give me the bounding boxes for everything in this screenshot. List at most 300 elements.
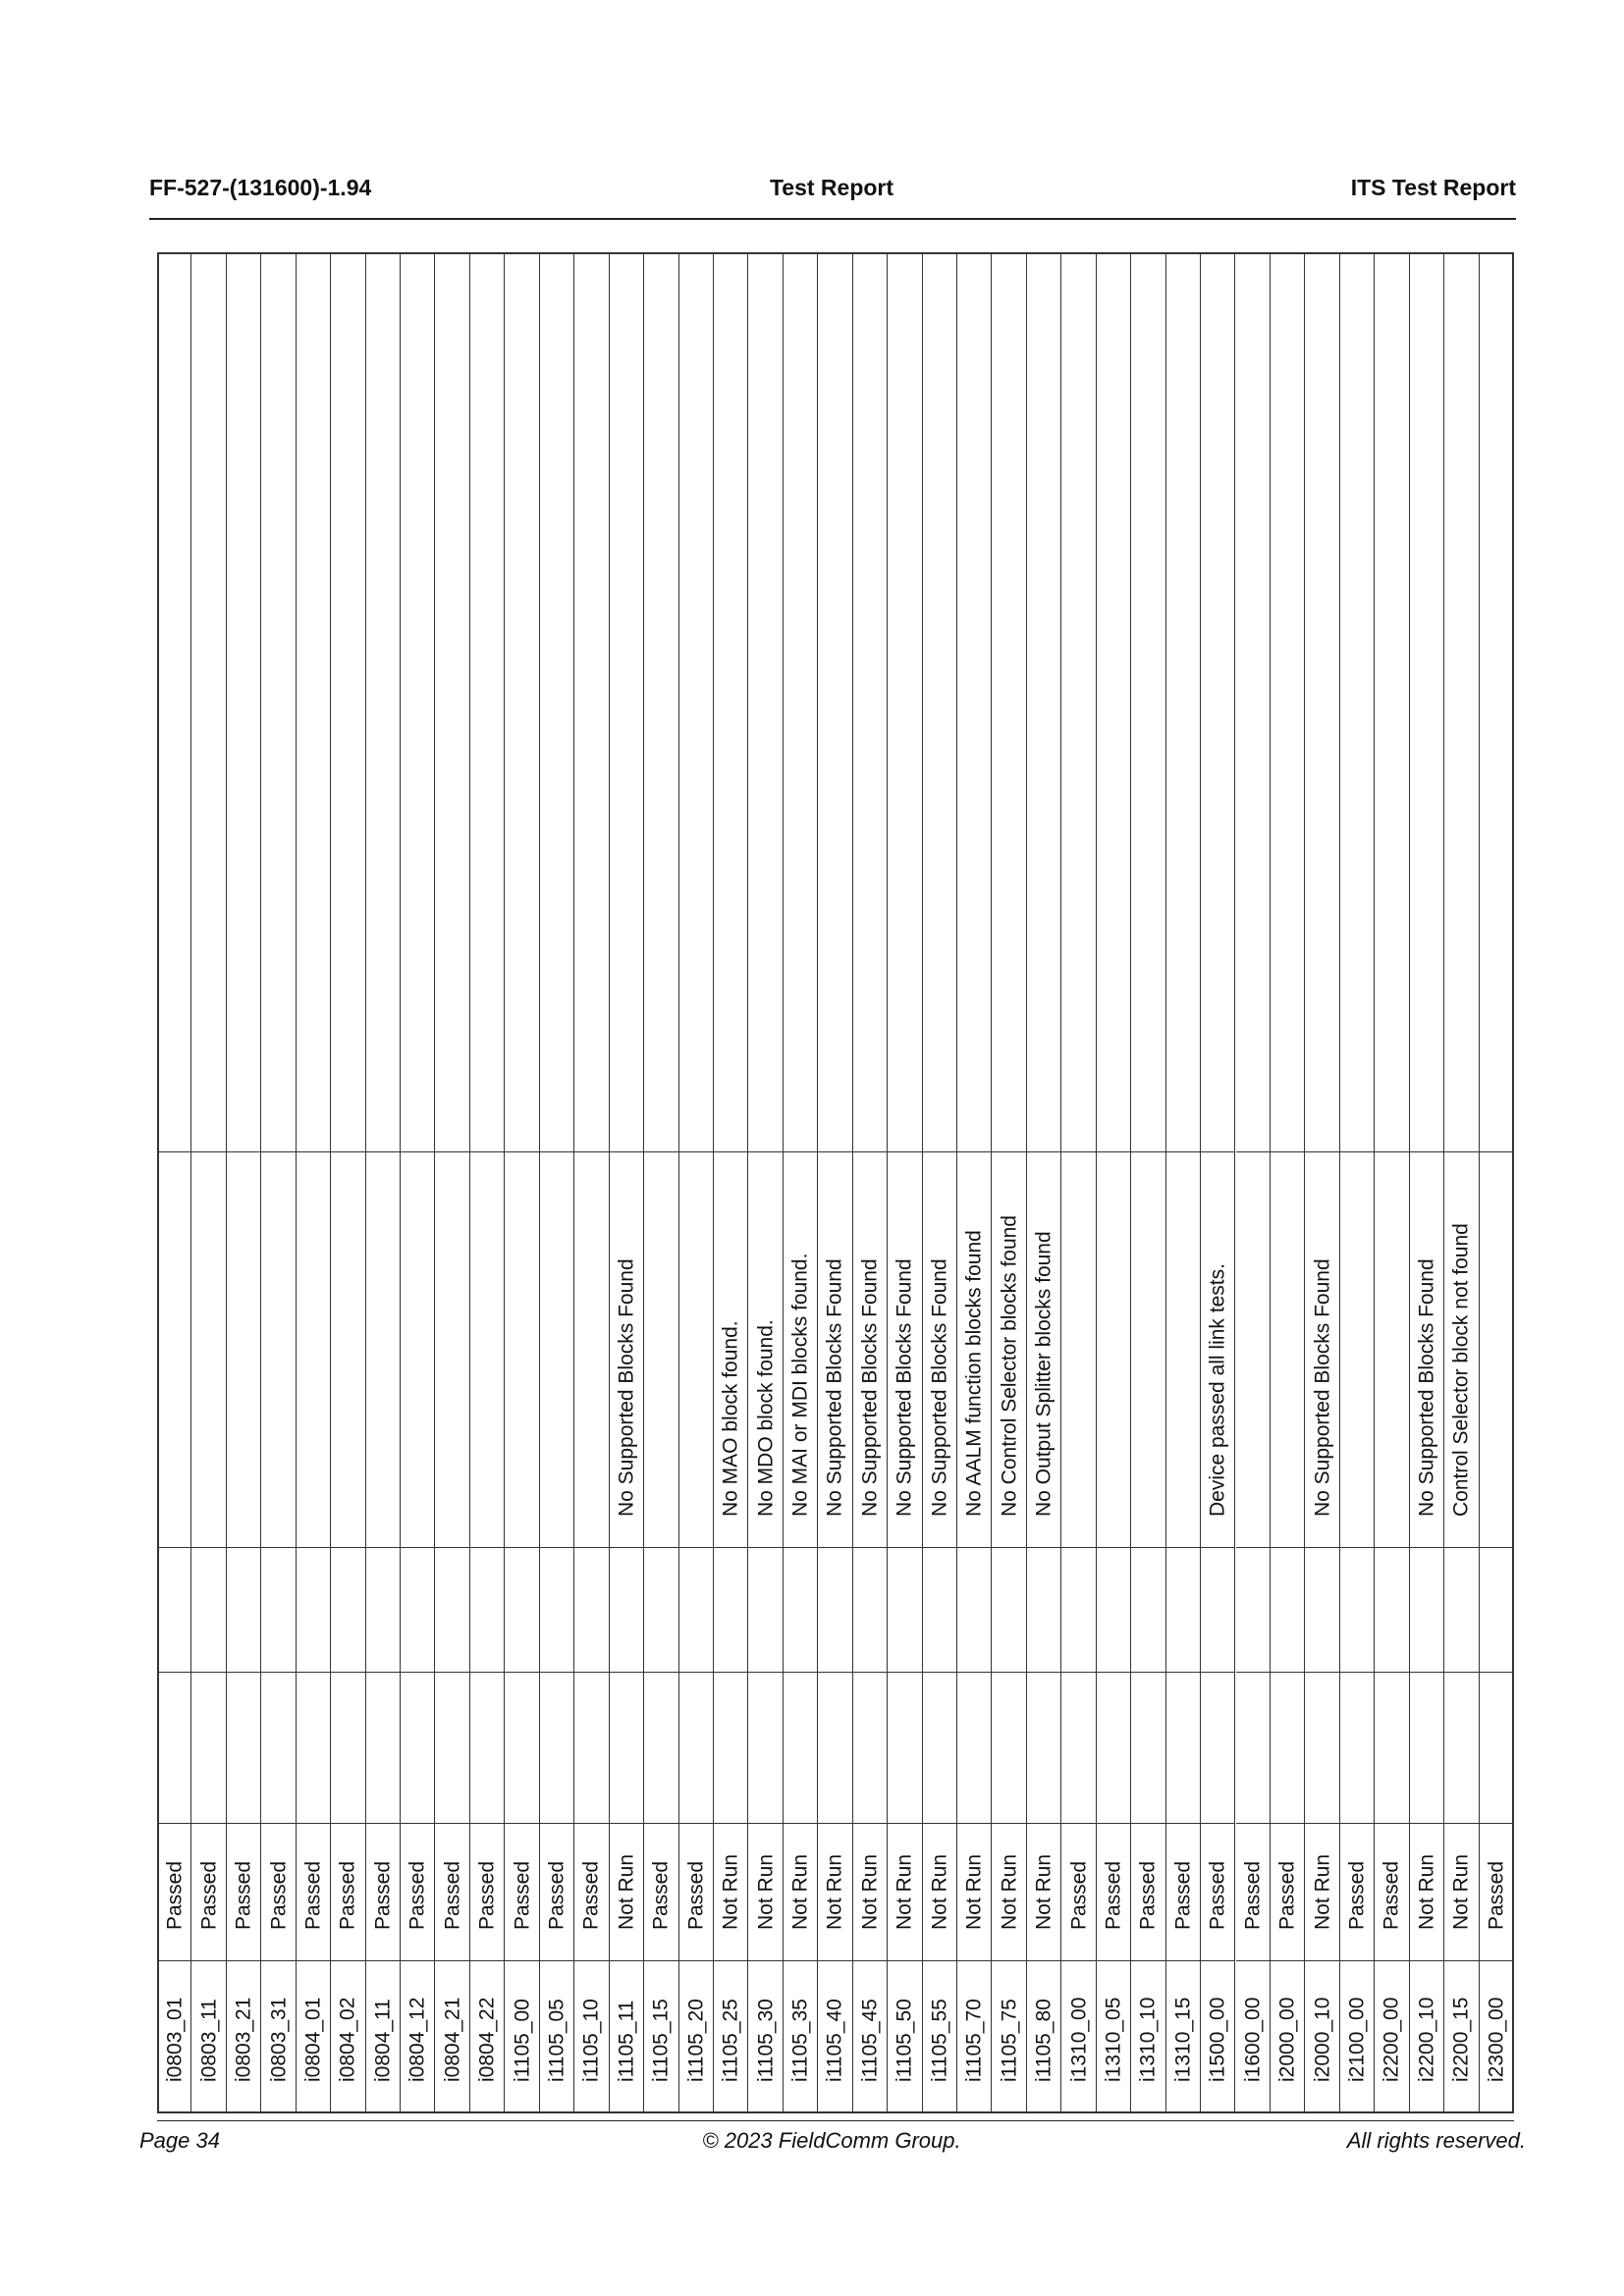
table-row	[470, 252, 505, 2113]
test-id-cell	[1305, 1961, 1338, 2113]
table-row	[1480, 252, 1514, 2113]
test-id-text: i0803_31	[267, 1997, 290, 2082]
test-id-text: i0804_11	[371, 1999, 395, 2082]
empty-cell	[1131, 1673, 1164, 1824]
test-id-text: i1105_35	[788, 1999, 812, 2082]
test-result-cell	[297, 1824, 330, 1961]
test-id-text: i1105_50	[893, 1999, 916, 2082]
test-id-text: i1105_45	[858, 1999, 882, 2082]
empty-cell	[748, 1673, 782, 1824]
empty-cell	[1340, 786, 1374, 1152]
test-comment-cell	[1480, 1152, 1513, 1548]
empty-cell	[1444, 1673, 1478, 1824]
test-comment-text: Control Selector block not found	[1449, 1223, 1473, 1517]
test-result-cell	[923, 1824, 956, 1961]
empty-cell	[1131, 786, 1164, 1152]
table-row	[992, 252, 1026, 2113]
empty-cell	[540, 786, 573, 1152]
test-result-cell	[1340, 1824, 1374, 1961]
empty-cell	[1061, 1673, 1095, 1824]
empty-cell	[159, 786, 190, 1152]
test-comment-text: No AALM function blocks found	[962, 1230, 986, 1517]
test-comment-cell	[227, 1152, 260, 1548]
test-comment-cell	[714, 1152, 747, 1548]
test-comment-cell	[784, 1152, 817, 1548]
empty-cell	[818, 252, 851, 786]
test-comment-cell	[401, 1152, 434, 1548]
empty-cell	[435, 1673, 468, 1824]
test-comment-cell	[1410, 1152, 1443, 1548]
empty-cell	[227, 252, 260, 786]
test-comment-cell	[470, 1152, 504, 1548]
table-row	[401, 252, 435, 2113]
empty-cell	[610, 786, 643, 1152]
test-comment-text: No Output Splitter blocks found	[1032, 1231, 1056, 1517]
test-comment-cell	[1097, 1152, 1130, 1548]
empty-cell	[1131, 252, 1164, 786]
empty-cell	[1375, 1548, 1408, 1673]
test-id-text: i2200_00	[1380, 1997, 1403, 2082]
test-result-text: Passed	[232, 1860, 255, 1930]
test-result-text: Passed	[371, 1860, 395, 1930]
test-result-cell	[784, 1824, 817, 1961]
empty-cell	[714, 1548, 747, 1673]
test-id-text: i0803_21	[232, 1997, 255, 2082]
test-result-text: Passed	[1136, 1860, 1160, 1930]
empty-cell	[1271, 1548, 1304, 1673]
table-row	[1444, 252, 1479, 2113]
test-comment-text: No Supported Blocks Found	[1311, 1258, 1334, 1517]
empty-cell	[1375, 786, 1408, 1152]
empty-cell	[366, 1548, 400, 1673]
empty-cell	[1340, 1548, 1374, 1673]
test-id-text: i0803_01	[163, 1997, 187, 2082]
empty-cell	[1305, 1673, 1338, 1824]
empty-cell	[366, 252, 400, 786]
empty-cell	[297, 786, 330, 1152]
test-id-cell	[1201, 1961, 1234, 2113]
test-result-cell	[1236, 1824, 1270, 1961]
test-comment-cell	[366, 1152, 400, 1548]
empty-cell	[610, 1673, 643, 1824]
test-result-text: Passed	[197, 1860, 221, 1930]
test-result-text: Passed	[1171, 1860, 1195, 1930]
table-row	[1271, 252, 1305, 2113]
test-result-text: Passed	[1102, 1860, 1125, 1930]
test-result-text: Not Run	[719, 1853, 742, 1930]
empty-cell	[1444, 786, 1478, 1152]
empty-cell	[574, 786, 608, 1152]
empty-cell	[159, 1673, 190, 1824]
empty-cell	[227, 1548, 260, 1673]
test-id-text: i2100_00	[1345, 1997, 1369, 2082]
test-id-text: i1500_00	[1206, 1997, 1229, 2082]
table-row	[818, 252, 852, 2113]
test-id-text: i1105_70	[962, 1999, 986, 2082]
test-id-cell	[1480, 1961, 1513, 2113]
empty-cell	[505, 786, 538, 1152]
empty-cell	[1131, 1548, 1164, 1673]
empty-cell	[574, 252, 608, 786]
empty-cell	[191, 1548, 225, 1673]
empty-cell	[1166, 1673, 1200, 1824]
empty-cell	[261, 1548, 295, 1673]
empty-cell	[1410, 1548, 1443, 1673]
test-result-cell	[1444, 1824, 1478, 1961]
empty-cell	[1410, 1673, 1443, 1824]
test-comment-cell	[818, 1152, 851, 1548]
test-result-cell	[853, 1824, 887, 1961]
table-row	[157, 252, 191, 2113]
test-result-cell	[1410, 1824, 1443, 1961]
test-comment-cell	[1271, 1152, 1304, 1548]
test-result-cell	[1097, 1824, 1130, 1961]
empty-cell	[784, 786, 817, 1152]
test-id-cell	[853, 1961, 887, 2113]
empty-cell	[714, 1673, 747, 1824]
table-row	[261, 252, 296, 2113]
empty-cell	[818, 1673, 851, 1824]
test-id-cell	[1061, 1961, 1095, 2113]
table-row	[923, 252, 957, 2113]
empty-cell	[1061, 786, 1095, 1152]
empty-cell	[1271, 786, 1304, 1152]
test-id-cell	[574, 1961, 608, 2113]
test-result-text: Not Run	[788, 1853, 812, 1930]
test-result-cell	[435, 1824, 468, 1961]
empty-cell	[714, 786, 747, 1152]
test-result-text: Passed	[649, 1860, 673, 1930]
test-id-text: i0804_12	[406, 1997, 429, 2082]
test-result-text: Not Run	[1415, 1853, 1438, 1930]
test-comment-text: No Supported Blocks Found	[858, 1258, 882, 1517]
test-id-cell	[748, 1961, 782, 2113]
test-id-text: i2300_00	[1485, 1997, 1508, 2082]
test-id-text: i2000_00	[1275, 1997, 1299, 2082]
test-result-cell	[1027, 1824, 1060, 1961]
test-result-text: Passed	[301, 1860, 325, 1930]
test-result-text: Passed	[1485, 1860, 1508, 1930]
test-result-text: Passed	[545, 1860, 568, 1930]
test-result-cell	[540, 1824, 573, 1961]
test-result-cell	[1305, 1824, 1338, 1961]
empty-cell	[679, 252, 713, 786]
test-id-cell	[1097, 1961, 1130, 2113]
empty-cell	[1340, 252, 1374, 786]
test-comment-cell	[748, 1152, 782, 1548]
test-comment-text: No Supported Blocks Found	[928, 1258, 951, 1517]
empty-cell	[366, 786, 400, 1152]
footer-copyright: © 2023 FieldComm Group.	[702, 2128, 961, 2153]
empty-cell	[1305, 252, 1338, 786]
empty-cell	[644, 252, 677, 786]
header-title: Test Report	[769, 175, 894, 200]
test-id-text: i1105_05	[545, 1999, 568, 2082]
empty-cell	[992, 786, 1025, 1152]
empty-cell	[679, 786, 713, 1152]
test-id-text: i2200_10	[1415, 1997, 1438, 2082]
header-rule	[149, 218, 1516, 220]
empty-cell	[574, 1673, 608, 1824]
test-comment-text: No Control Selector blocks found	[998, 1215, 1021, 1517]
test-result-cell	[957, 1824, 991, 1961]
empty-cell	[366, 1673, 400, 1824]
empty-cell	[1027, 786, 1060, 1152]
test-id-cell	[957, 1961, 991, 2113]
empty-cell	[888, 786, 921, 1152]
test-result-cell	[818, 1824, 851, 1961]
test-id-text: i0804_22	[475, 1997, 499, 2082]
empty-cell	[331, 252, 364, 786]
empty-cell	[784, 1548, 817, 1673]
test-result-cell	[401, 1824, 434, 1961]
test-result-text: Not Run	[823, 1853, 846, 1930]
empty-cell	[957, 1673, 991, 1824]
empty-cell	[540, 252, 573, 786]
empty-cell	[261, 1673, 295, 1824]
table-row	[435, 252, 469, 2113]
table-row	[297, 252, 331, 2113]
empty-cell	[1061, 1548, 1095, 1673]
empty-cell	[957, 1548, 991, 1673]
test-id-cell	[1166, 1961, 1200, 2113]
test-result-cell	[366, 1824, 400, 1961]
empty-cell	[957, 252, 991, 786]
test-id-text: i1600_00	[1241, 1997, 1265, 2082]
test-id-text: i1105_55	[928, 1999, 951, 2082]
test-id-cell	[470, 1961, 504, 2113]
empty-cell	[1480, 786, 1513, 1152]
test-comment-cell	[331, 1152, 364, 1548]
empty-cell	[923, 1548, 956, 1673]
test-id-text: i0804_21	[441, 1997, 464, 2082]
test-id-text: i1105_25	[719, 1999, 742, 2082]
empty-cell	[818, 786, 851, 1152]
empty-cell	[297, 252, 330, 786]
test-comment-text: No MAI or MDI blocks found.	[788, 1253, 812, 1517]
empty-cell	[435, 1548, 468, 1673]
table-row	[1410, 252, 1444, 2113]
empty-cell	[159, 1548, 190, 1673]
empty-cell	[1236, 252, 1270, 786]
empty-cell	[1097, 786, 1130, 1152]
empty-cell	[227, 786, 260, 1152]
test-result-cell	[227, 1824, 260, 1961]
test-id-text: i2000_10	[1311, 1997, 1334, 2082]
test-id-text: i1310_00	[1067, 1997, 1091, 2082]
empty-cell	[1340, 1673, 1374, 1824]
test-result-text: Passed	[579, 1860, 603, 1930]
table-row	[957, 252, 992, 2113]
test-comment-cell	[435, 1152, 468, 1548]
test-comment-cell	[644, 1152, 677, 1548]
test-result-text: Not Run	[998, 1853, 1021, 1930]
test-result-text: Not Run	[928, 1853, 951, 1930]
empty-cell	[1201, 252, 1234, 786]
empty-cell	[1027, 252, 1060, 786]
empty-cell	[748, 252, 782, 786]
empty-cell	[1480, 1673, 1513, 1824]
empty-cell	[1201, 1673, 1234, 1824]
test-comment-text: Device passed all link tests.	[1206, 1263, 1229, 1517]
test-result-cell	[644, 1824, 677, 1961]
test-id-cell	[505, 1961, 538, 2113]
test-result-cell	[714, 1824, 747, 1961]
empty-cell	[435, 252, 468, 786]
test-comment-text: No Supported Blocks Found	[1415, 1258, 1438, 1517]
test-comment-cell	[1027, 1152, 1060, 1548]
test-result-cell	[1201, 1824, 1234, 1961]
test-result-text: Passed	[684, 1860, 708, 1930]
test-comment-cell	[1444, 1152, 1478, 1548]
empty-cell	[1444, 252, 1478, 786]
test-result-text: Passed	[1345, 1860, 1369, 1930]
empty-cell	[505, 1548, 538, 1673]
empty-cell	[644, 786, 677, 1152]
empty-cell	[159, 252, 190, 786]
empty-cell	[748, 1548, 782, 1673]
empty-cell	[1410, 252, 1443, 786]
test-comment-cell	[261, 1152, 295, 1548]
test-comment-cell	[1166, 1152, 1200, 1548]
test-result-text: Passed	[475, 1860, 499, 1930]
test-id-text: i1105_30	[754, 1999, 778, 2082]
empty-cell	[331, 1673, 364, 1824]
empty-cell	[784, 1673, 817, 1824]
empty-cell	[1236, 1673, 1270, 1824]
empty-cell	[470, 1548, 504, 1673]
test-result-cell	[1061, 1824, 1095, 1961]
empty-cell	[1375, 252, 1408, 786]
empty-cell	[401, 1673, 434, 1824]
test-result-cell	[331, 1824, 364, 1961]
empty-cell	[1027, 1673, 1060, 1824]
test-comment-cell	[610, 1152, 643, 1548]
test-comment-cell	[923, 1152, 956, 1548]
empty-cell	[574, 1548, 608, 1673]
test-id-text: i1105_20	[684, 1999, 708, 2082]
empty-cell	[1166, 252, 1200, 786]
empty-cell	[1271, 1673, 1304, 1824]
test-id-text: i0804_01	[301, 1997, 325, 2082]
empty-cell	[401, 1548, 434, 1673]
test-id-text: i1105_10	[579, 1999, 603, 2082]
empty-cell	[923, 1673, 956, 1824]
test-result-cell	[610, 1824, 643, 1961]
table-row	[610, 252, 644, 2113]
empty-cell	[923, 786, 956, 1152]
test-comment-cell	[957, 1152, 991, 1548]
empty-cell	[227, 1673, 260, 1824]
test-result-text: Not Run	[1449, 1853, 1473, 1930]
empty-cell	[261, 786, 295, 1152]
test-result-cell	[191, 1824, 225, 1961]
test-result-text: Passed	[1241, 1860, 1265, 1930]
test-id-cell	[261, 1961, 295, 2113]
table-row	[1305, 252, 1339, 2113]
empty-cell	[610, 252, 643, 786]
test-id-cell	[818, 1961, 851, 2113]
table-row	[1097, 252, 1131, 2113]
table-row	[331, 252, 365, 2113]
test-result-cell	[261, 1824, 295, 1961]
empty-cell	[1375, 1673, 1408, 1824]
footer-rule	[157, 2120, 1514, 2121]
test-result-cell	[470, 1824, 504, 1961]
empty-cell	[470, 1673, 504, 1824]
empty-cell	[853, 1673, 887, 1824]
test-id-text: i2200_15	[1449, 1997, 1473, 2082]
test-comment-cell	[888, 1152, 921, 1548]
test-comment-text: No MDO block found.	[754, 1319, 778, 1517]
test-comment-cell	[574, 1152, 608, 1548]
empty-cell	[888, 252, 921, 786]
test-comment-cell	[1201, 1152, 1234, 1548]
empty-cell	[1444, 1548, 1478, 1673]
table-row	[748, 252, 783, 2113]
empty-cell	[679, 1548, 713, 1673]
test-id-cell	[159, 1961, 190, 2113]
test-id-cell	[1340, 1961, 1374, 2113]
test-id-cell	[1410, 1961, 1443, 2113]
empty-cell	[1480, 1548, 1513, 1673]
test-result-text: Passed	[1067, 1860, 1091, 1930]
test-comment-text: No Supported Blocks Found	[893, 1258, 916, 1517]
test-comment-text: No MAO block found.	[719, 1320, 742, 1517]
test-result-text: Passed	[1380, 1860, 1403, 1930]
empty-cell	[1271, 252, 1304, 786]
test-comment-cell	[853, 1152, 887, 1548]
test-id-cell	[366, 1961, 400, 2113]
table-row	[1340, 252, 1375, 2113]
test-comment-cell	[1340, 1152, 1374, 1548]
test-result-cell	[505, 1824, 538, 1961]
test-id-text: i1105_75	[998, 1999, 1021, 2082]
test-comment-cell	[992, 1152, 1025, 1548]
test-id-cell	[992, 1961, 1025, 2113]
table-row	[1375, 252, 1409, 2113]
test-result-cell	[1480, 1824, 1513, 1961]
test-id-cell	[1271, 1961, 1304, 2113]
test-comment-cell	[1375, 1152, 1408, 1548]
test-result-text: Passed	[406, 1860, 429, 1930]
table-row	[853, 252, 888, 2113]
test-result-cell	[159, 1824, 190, 1961]
empty-cell	[401, 786, 434, 1152]
empty-cell	[1236, 786, 1270, 1152]
table-row	[644, 252, 678, 2113]
empty-cell	[1201, 1548, 1234, 1673]
empty-cell	[923, 252, 956, 786]
header-document-id: FF-527-(131600)-1.94	[149, 175, 372, 200]
test-comment-cell	[1236, 1152, 1270, 1548]
test-result-text: Not Run	[1032, 1853, 1056, 1930]
test-id-cell	[1375, 1961, 1408, 2113]
empty-cell	[331, 1548, 364, 1673]
empty-cell	[261, 252, 295, 786]
empty-cell	[853, 252, 887, 786]
empty-cell	[401, 252, 434, 786]
test-results-table	[157, 252, 1514, 2113]
empty-cell	[1097, 1673, 1130, 1824]
empty-cell	[784, 252, 817, 786]
empty-cell	[1305, 1548, 1338, 1673]
test-result-cell	[992, 1824, 1025, 1961]
footer-page-number: Page 34	[139, 2128, 220, 2153]
test-id-cell	[191, 1961, 225, 2113]
table-row	[366, 252, 401, 2113]
empty-cell	[644, 1548, 677, 1673]
